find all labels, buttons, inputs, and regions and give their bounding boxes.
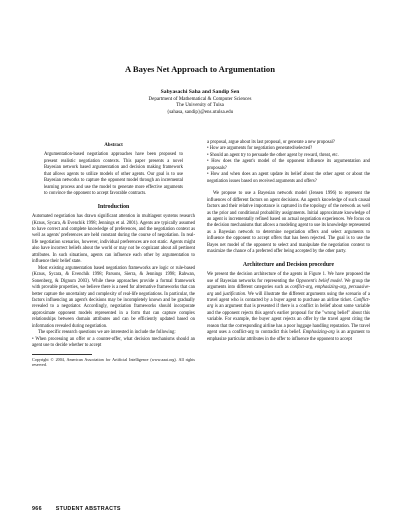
introduction-heading: Introduction — [97, 203, 130, 210]
paper-authors: Sabyasachi Saha and Sandip Sen — [160, 89, 240, 95]
footnote-divider — [32, 354, 92, 355]
affiliation-department: Department of Mathematical & Computer Sciences — [148, 97, 252, 102]
intro-bullet-1: • When processing an offer or a counter-offer, what decision mechanisms should an agent use to decide whether to accept — [32, 336, 195, 349]
page-footer — [32, 506, 121, 512]
bullet-item: • How and when does an agent update its belief about the other agent or about the negotiation issues based on received arguments and offers? — [207, 172, 370, 184]
bayes-network-paragraph: We propose to use a Bayesian network model (Jensen 1996) to represent the influences of different factors on agent decisions. An agent's knowledge of such causal factors and their relative importance is captured in the topology of the network as well as the prior and conditional probability assignments. Initial approximate knowledge of an agent is incrementally refined based on actual negotiation experiences. We focus on the decision mechanisms that allows a modeling agent to use its knowledge represented as a Bayesian network to determine negotiation offers and select arguments to influence the opponent to accept offers that has been rejected. The goal is to use the Bayes net model of the opponent to select and manipulate the negotiation context to maximize the chance of a preferred offer being accepted by the other party. — [207, 191, 370, 255]
intro-paragraph-3: The specific research questions we are interested in include the following: — [38, 330, 176, 336]
author-affiliation — [0, 97, 400, 116]
bullet-item: • Should an agent try to persuade the other agent by reward, threat, etc. — [207, 152, 339, 158]
intro-paragraph-1: Automated negotiation has drawn significant attention in multiagent systems research (Kraus, Sycara, & Evenchik 1998; Jennings et al. 2001). Agents are typically assumed to have correct and complete knowledge of preferences, and the negotiation context as well as agents' preferences are held constant during the course of negotiation. In real-life negotiation scenarios, however, individual preferences are not static. Agents might also have incorrect beliefs about the world or may not be cognizant about all pertinent attributes. In such situations, agents can influence each other by argumentation to influence their belief state. — [32, 214, 195, 265]
section-label: STUDENT ABSTRACTS — [55, 506, 121, 512]
abstract-section — [32, 143, 195, 198]
paper-title: A Bayes Net Approach to Argumentation — [125, 64, 275, 74]
abstract-heading: Abstract — [104, 143, 123, 148]
right-column — [207, 140, 370, 343]
page-number: 966 — [32, 506, 42, 512]
left-column — [32, 140, 195, 367]
affiliation-email: {sahasa, sandip}@ens.utulsa.edu — [166, 109, 234, 115]
abstract-text: Argumentation-based negotiation approaches have been proposed to present realistic negotiation contexts. This paper presents a novel Bayesian network based argumentation and decision making framework that allows agents to utilize models of other agents. Our goal is to use Bayesian networks to capture the opponent model through an incremental learning process and use the model to generate more effective arguments to convince the opponent to accept favorable contracts. — [44, 152, 183, 197]
bullet-1-continued: a proposal, argue about its last proposal, or generate a new proposal? — [207, 140, 335, 145]
bullet-item: • How are arguments for negotiation generated/selected? — [207, 146, 313, 152]
bullet-item: • How does the agent's model of the opponent influence its argumentation and proposals? — [207, 159, 370, 171]
intro-paragraph-2: Most existing argumentation based negotiation frameworks are logic or rule-based (Kraus, Sycara, & Evenchik 1998; Parsons, Sierra, & Jennings 1998; Rahwan, Sonenberg, & Dignum 2003). While these approaches provide a formal framework with provable properties, we believe there is a need for alternative frameworks that can better capture the uncertainty and complexity of real-life negotiations. In particular, the factors influencing an agent's decisions may be incompletely known and be gradually revealed to a negotiator. Accordingly, negotiation frameworks should incorporate approximate opponent models represented in a form that can capture complex relationships between domain attributes and can be efficiently updated based on information revealed during negotiation. — [32, 265, 195, 329]
copyright-footnote: Copyright © 2004, American Association for Artificial Intelligence (www.aaai.org). All rights reserved. — [32, 356, 195, 367]
architecture-paragraph: We present the decision architecture of the agents in Figure 1. We have proposed the use of Bayesian networks for representing the Opponent's belief model. We group the arguments into different categories such as conflict-arg, emphasizing-arg, persuasive-arg and justification. We will illustrate the different arguments using the scenario of a travel agent who is contacted by a buyer agent to purchase an airline ticket. Conflict-arg is an argument that is presented if there is a conflict in belief about some variable and the opponent rejects this agent's earlier proposal for the "wrong belief" about this variable. For example, the buyer agent rejects an offer by the travel agent citing the reason that the corresponding airline has a poor luggage handling reputation. The travel agent uses a conflict-arg to contradict this belief. Emphasizing-arg is an argument to emphasize particular attributes in the offer to influence the opponent to accept — [207, 272, 370, 342]
architecture-heading: Architecture and Decision procedure — [242, 261, 335, 268]
affiliation-university: The University of Tulsa — [176, 103, 224, 109]
